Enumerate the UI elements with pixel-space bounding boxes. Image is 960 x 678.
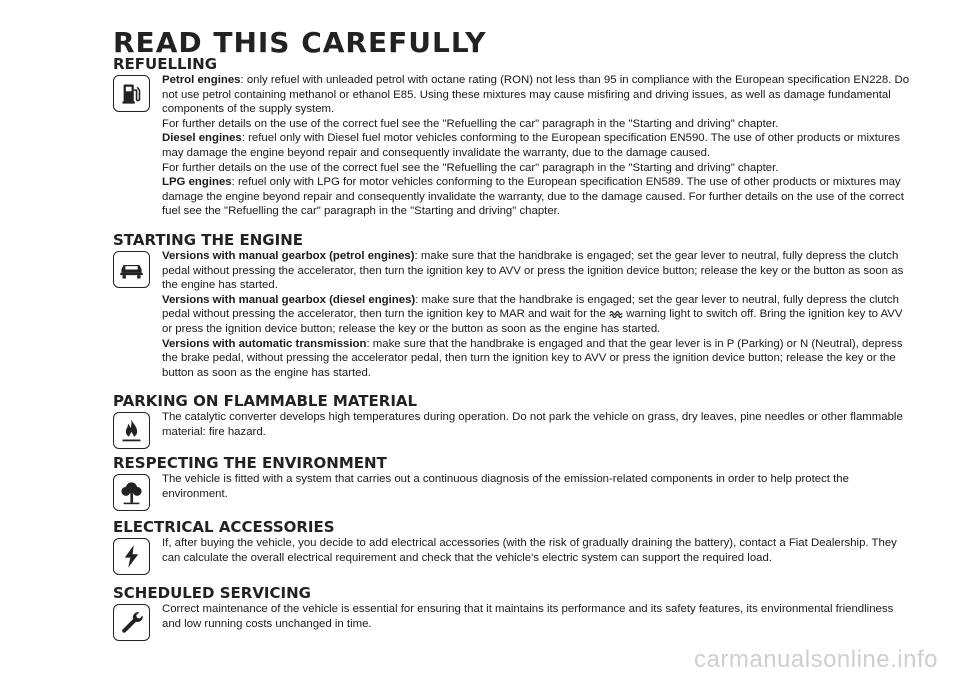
tree-icon [113,474,150,511]
starting-heading: STARTING THE ENGINE [113,230,304,249]
starting-section [113,232,913,380]
servicing-section [113,585,913,642]
parking-text: The catalytic converter develops high temperatures during operation. Do not park the vehicle on grass, dry leaves, pine needles or other flammable material: fire hazard. [162,411,903,438]
lpg-engines-paragraph: LPG engines: refuel only with LPG for motor vehicles conforming to the European specification EN589. The use of other products or mixtures may damage the engine beyond repair and consequently invalidate the warranty, due to the damage caused. For further details on the use of the correct fuel see the "Refuelling the car" paragraph in the "Starting and driving" chapter. [162,176,904,218]
parking-section [113,393,913,450]
petrol-engines-paragraph: Petrol engines: only refuel with unleaded petrol with octane rating (RON) not less than 95 in compliance with the European specification EN228. Do not use petrol containing methanol or ethanol E85. Using these mixtures may cause misfiring and driving issues, as well as damage fundamental components of the supply system. [162,74,910,116]
diesel-engines-paragraph: Diesel engines: refuel only with Diesel fuel motor vehicles conforming to the European specification EN590. The use of other products or mixtures may damage the engine beyond repair and consequently invalidate the warranty, due to the damage caused. [162,132,901,159]
electrical-heading: ELECTRICAL ACCESSORIES [113,518,335,537]
wrench-icon [113,604,150,641]
manual-diesel-paragraph: Versions with manual gearbox (diesel engines): make sure that the handbrake is engaged; set the gear lever to neutral, fully depress the clutch pedal without pressing the accelerator, then turn the ignition key to MAR and wait for the warning light to switch off. Bring the ignition key to AVV or press the ignition device button; release the key or the button as soon as the engine has started. [162,293,903,335]
servicing-text: Correct maintenance of the vehicle is essential for ensuring that it maintains its performance and its safety features, its environmental friendliness and low running costs unchanged in time. [162,603,894,630]
parking-heading: PARKING ON FLAMMABLE MATERIAL [113,392,418,411]
automatic-transmission-paragraph: Versions with automatic transmission: make sure that the handbrake is engaged and that the gear lever is in P (Parking) or N (Neutral), depress the brake pedal, without pressing the accelerator pedal, then turn the ignition key to AVV or press the ignition device button; release the key or the button as soon as the engine has started. [162,337,903,379]
document-page [113,26,913,642]
environment-section [113,455,913,512]
manual-petrol-paragraph: Versions with manual gearbox (petrol engines): make sure that the handbrake is engaged; set the gear lever to neutral, fully depress the clutch pedal without pressing the accelerator, then turn the ignition key to AVV or press the ignition device button; release the key or the button as soon as the engine has started. [162,249,904,292]
petrol-further-details: For further details on the use of the correct fuel see the "Refuelling the car" paragraph in the "Starting and driving" chapter. [162,117,779,130]
diesel-further-details: For further details on the use of the correct fuel see the "Refuelling the car" paragraph in the "Starting and driving" chapter. [162,161,779,174]
lightning-icon [113,538,150,575]
electrical-section [113,519,913,576]
watermark: carmanualsonline.info [694,646,938,673]
car-icon [113,251,150,288]
electrical-text: If, after buying the vehicle, you decide to add electrical accessories (with the risk of gradually draining the battery), contact a Fiat Dealership. They can calculate the overall electrical requirement and check that the vehicle's electric system can support the required load. [162,537,897,564]
environment-heading: RESPECTING THE ENVIRONMENT [113,454,387,473]
glow-plug-warning-icon [609,309,623,318]
environment-text: The vehicle is fitted with a system that carries out a continuous diagnosis of the emission-related components in order to help protect the environment. [162,473,849,500]
servicing-heading: SCHEDULED SERVICING [113,584,311,603]
fire-icon [113,412,150,449]
fuel-pump-icon [113,75,150,112]
refuelling-heading: REFUELLING [113,55,218,73]
refuelling-section [113,56,913,219]
page-title: READ THIS CAREFULLY [113,26,487,59]
